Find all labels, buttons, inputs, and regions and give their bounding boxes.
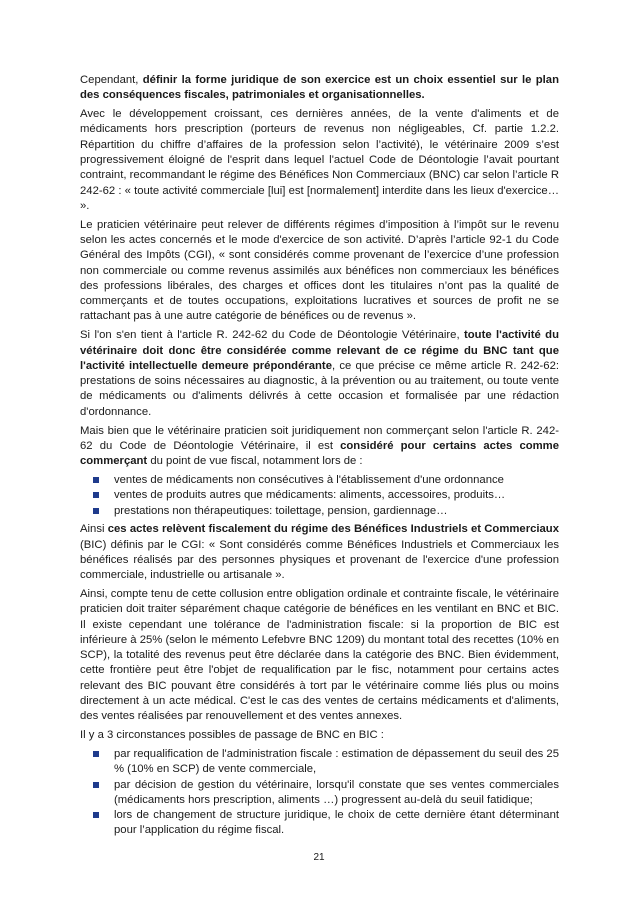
paragraph — [80, 424, 559, 470]
paragraph — [80, 107, 559, 214]
list-item-text: par requalification de l'administration fiscale : estimation de dépassement du seuil des 25 % (10% en SCP) de vente commerciale, — [114, 747, 559, 776]
bold-text: toute l'activité du vétérinaire doit donc être considérée comme relevant de ce régime du BNC tant que l'activité intellectuelle demeure prépondérante — [80, 329, 559, 372]
bullet-list-bnc-to-bic — [80, 747, 559, 839]
paragraph — [80, 328, 559, 420]
square-bullet-icon — [93, 477, 99, 483]
list-item-text: ventes de médicaments non consécutives à l'établissement d'une ordonnance — [114, 473, 504, 486]
text-run: Il y a 3 circonstances possibles de passage de BNC en BIC : — [80, 729, 384, 742]
body-text-section-1 — [80, 73, 559, 469]
square-bullet-icon — [93, 751, 99, 757]
list-item — [90, 488, 559, 503]
list-item-text: prestations non thérapeutiques: toilettage, pension, gardiennage… — [114, 504, 448, 517]
list-item — [90, 778, 559, 809]
bold-text: définir la forme juridique de son exercice est un choix essentiel sur le plan des conséquences fiscales, patrimoniales et organisationnelles. — [80, 74, 559, 102]
paragraph — [80, 218, 559, 325]
list-item — [90, 747, 559, 778]
document-page — [80, 73, 559, 842]
text-run: Le praticien vétérinaire peut relever de différents régimes d’imposition à l’impôt sur le revenu selon les actes concernés et le mode d'exercice de son activité. D’après l’article 92-1 du Code Général des Impôts (CGI), « sont considérés comme provenant de l’exercice d’une profession non commerciale ou comme revenus assimilés aux bénéfices non commerciaux les bénéfices des professions libérales, des charges et offices dont les titulaires n’ont pas la qualité de commerçants et de toutes occupations, exploitations lucratives et sources de profit ne se rattachant pas à une autre catégorie de bénéfices ou de revenus ». — [80, 218, 559, 323]
paragraph — [80, 728, 559, 743]
list-item-text: ventes de produits autres que médicaments: aliments, accessoires, produits… — [114, 489, 506, 502]
list-item-text: lors de changement de structure juridique, le choix de cette dernière étant déterminant pour l’application du régime fiscal. — [114, 809, 559, 837]
text-run: du point de vue fiscal, notamment lors de : — [147, 455, 363, 468]
paragraph — [80, 73, 559, 104]
text-run: Mais bien que le vétérinaire praticien soit juridiquement non commerçant selon l'article R. 242-62 du Code de Déontologie Vétérinaire, il est — [80, 424, 559, 452]
list-item-text: par décision de gestion du vétérinaire, lorsqu'il constate que ses ventes commerciales (médicaments hors prescription, aliments …) progressent au-delà du seuil fatidique; — [114, 778, 559, 806]
list-item — [90, 473, 559, 488]
text-run: (BIC) définis par le CGI: « Sont considérés comme Bénéfices Industriels et Commerciaux les bénéfices réalisés par des personnes physiques et provenant de l'exercice d'une profession commerciale, industrielle ou artisanale ». — [80, 538, 559, 582]
text-run: , ce que précise ce même article R. 242-62: prestations de soins nécessaires au diagnostic, à la prévention ou au traitement, ou toute vente de médicaments ou d'aliments délivrés à cette occasion et formalisée par une rédaction d'ordonnance. — [80, 359, 559, 418]
paragraph — [80, 587, 559, 725]
text-run: Ainsi — [80, 523, 108, 536]
square-bullet-icon — [93, 812, 99, 818]
text-run: Ainsi, compte tenu de cette collusion entre obligation ordinale et contrainte fiscale, le vétérinaire praticien doit traiter séparément chaque catégorie de bénéfices en les ventilant en BNC et BIC. Il existe cependant une tolérance de l'administration fiscale: si la proportion de BIC est inférieure à 25% (selon le mémento Lefebvre BNC 1209) du montant total des recettes (10% en SCP), la totalité des revenus peut être déclarée dans la catégorie des BNC. Bien évidemment, cette frontière peut être l'objet de requalification par le fisc, notamment pour certains actes relevant des BIC pouvant être considérés à tort par le vétérinaire comme liés plus ou moins directement à un acte médical. C'est le cas des ventes de certains médicaments et d'aliments, des ventes réalisées par renouvellement et des ventes annexes. — [80, 588, 559, 723]
bold-text: ces actes relèvent fiscalement du régime des Bénéfices Industriels et Commerciaux — [107, 523, 559, 536]
square-bullet-icon — [93, 508, 99, 514]
square-bullet-icon — [93, 492, 99, 498]
bullet-list-bic-acts — [80, 473, 559, 519]
bold-text: considéré pour certains actes comme commerçant — [80, 439, 559, 468]
body-text-section-2 — [80, 522, 559, 743]
square-bullet-icon — [93, 782, 99, 788]
text-run: Si l'on s'en tient à l'article R. 242-62 du Code de Déontologie Vétérinaire, — [80, 329, 465, 342]
text-run: Avec le développement croissant, ces dernières années, de la vente d'aliments et de médicaments hors prescription (porteurs de revenus non négligeables, Cf. partie 1.2.2. Répartition du chiffre d’affaires de la profession selon l’activité), le vétérinaire 2009 s’est progressivement éloigné de l'esprit dans lequel l'actuel Code de Déontologie l’avait pourtant contraint, recommandant le régime des Bénéfices Non Commerciaux (BNC) car selon l’article R 242-62 : « toute activité commerciale [lui] est [normalement] interdite dans les lieux d'exercice… ». — [80, 108, 559, 212]
text-run: Cependant, — [80, 74, 143, 86]
list-item — [90, 808, 559, 839]
paragraph — [80, 522, 559, 583]
list-item — [90, 504, 559, 519]
page-number: 21 — [313, 852, 325, 863]
